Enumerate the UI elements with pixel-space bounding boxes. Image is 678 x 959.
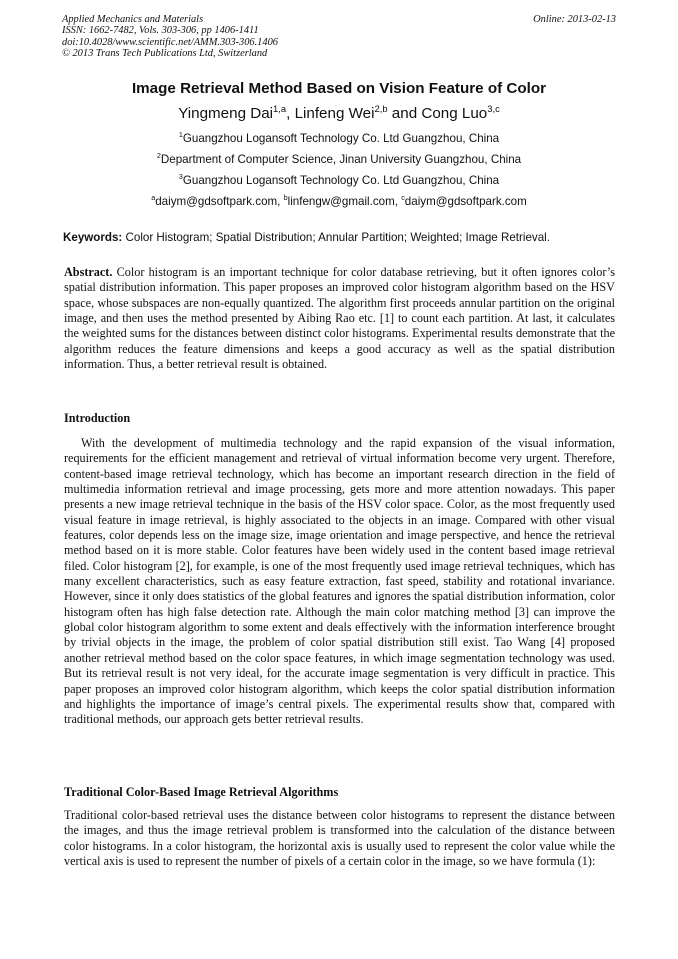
keywords-label: Keywords: [63,231,123,244]
email-link[interactable]: daiym@gdsoftpark.com [404,195,527,208]
email-link[interactable]: daiym@gdsoftpark.com, [155,195,284,208]
author-sep: , [286,105,295,122]
affiliation-3 [0,174,678,187]
keywords-line [63,231,623,244]
affiliation-2 [0,153,678,166]
journal-header [62,14,616,60]
introduction-paragraph: With the development of multimedia technology and the rapid expansion of the visual information, requirements for the efficient management and retrieval of virtual information become very urgent. Therefore, content-based image retrieval technology, which has become an important research direction in the field of multimedia information retrieval and image processing, gets more and more attention nowadays. This paper presents a new image retrieval technique in the basis of the HSV color space. Color, as the most frequently used visual feature in image retrieval, is highly associated to the objects in an image. Compared with other visual features, color depends less on the image size, image orientation and image perspective, and hence the retrieval method based on it is more stable. Color features have been widely used in the content based image retrieval filed. Color histogram [2], for example, is one of the most frequently used image retrieval techniques, which has many excellent characteristics, such as easy feature extraction, fast speed, stability and rotational invariance. However, since it only does statistics of the global features and ignores the spatial distribution information, color histogram often has high false detection rate. Although the main color matching method [3] can improve the global color histogram algorithm to some extent and deals effectively with the information interference brought by trivial objects in the image, the problem of color spatial distribution still exist. Tao Wang [4] proposed another retrieval method based on the color space features, in which image segmentation technology was used. But its retrieval result is not very ideal, for the accurate image segmentation is very difficult in practice. This paper proposes an improved color histogram algorithm, which keeps the color spatial distribution information and highlights the importance of image’s central pixels. The experimental results show that, compared with traditional methods, our approach gets better retrieval results. [64,436,615,727]
email-list [0,195,678,208]
abstract-label: Abstract. [64,265,113,279]
email-sup: a [151,193,156,203]
affiliation-text: Guangzhou Logansoft Technology Co. Ltd Guangzhou, China [182,174,500,187]
author-sup: 2,b [374,102,388,114]
paper-title: Image Retrieval Method Based on Vision Feature of Color [131,80,547,97]
abstract-paragraph [64,265,615,372]
issn-line: ISSN: 1662-7482, Vols. 303-306, pp 1406-1411 [62,25,259,37]
affiliation-1 [0,132,678,145]
author-sup: 1,a [273,102,287,114]
journal-name: Applied Mechanics and Materials [62,14,204,25]
affiliation-sup: 3 [178,172,183,182]
author-name: Linfeng Wei [294,105,375,122]
online-date: Online: 2013-02-13 [533,14,616,25]
author-sup: 3,c [487,102,500,114]
copyright-line: © 2013 Trans Tech Publications Ltd, Switzerland [62,48,268,60]
affiliation-text: Department of Computer Science, Jinan University Guangzhou, China [160,153,522,166]
affiliation-sup: 2 [156,151,161,161]
email-sup: b [283,193,288,203]
keywords-text: Color Histogram; Spatial Distribution; Annular Partition; Weighted; Image Retrieval. [122,231,550,244]
doi-line: doi:10.4028/www.scientific.net/AMM.303-306.1406 [62,36,278,48]
affiliation-text: Guangzhou Logansoft Technology Co. Ltd Guangzhou, China [182,132,500,145]
author-name: Yingmeng Dai [178,105,274,122]
traditional-paragraph: Traditional color-based retrieval uses the distance between color histograms to represent the distance between the images, and thus the image retrieval problem is transformed into the calculation of the distance between color histograms. In a color histogram, the horizontal axis is usually used to represent the color value while the vertical axis is used to represent the number of pixels of a certain color in the image, so we have formula (1): [64,808,615,869]
abstract-text: Color histogram is an important technique for color database retrieving, but it often ignores color’s spatial distribution information. This paper proposes an improved color histogram algorithm based on the HSV space, whose subspaces are non-equally quantized. The algorithm first proceeds annular partition on the original image, and then uses the method presented by Aibing Rao etc. [1] to count each partition. At last, it calculates the weighted sums for the distances between distinct color histograms. Experimental results demonstrate that the algorithm reduces the feature dimensions and keeps a good accuracy as well as the spatial distribution information. Thus, a better retrieval result is obtained. [64,265,615,372]
email-sup: c [401,193,405,203]
author-name: Cong Luo [421,105,488,122]
section-heading-introduction: Introduction [64,411,131,425]
section-heading-traditional: Traditional Color-Based Image Retrieval Algorithms [64,785,339,799]
author-sep: and [387,105,422,122]
author-list [0,102,678,122]
affiliation-sup: 1 [178,130,183,140]
email-link[interactable]: linfengw@gmail.com, [287,195,402,208]
